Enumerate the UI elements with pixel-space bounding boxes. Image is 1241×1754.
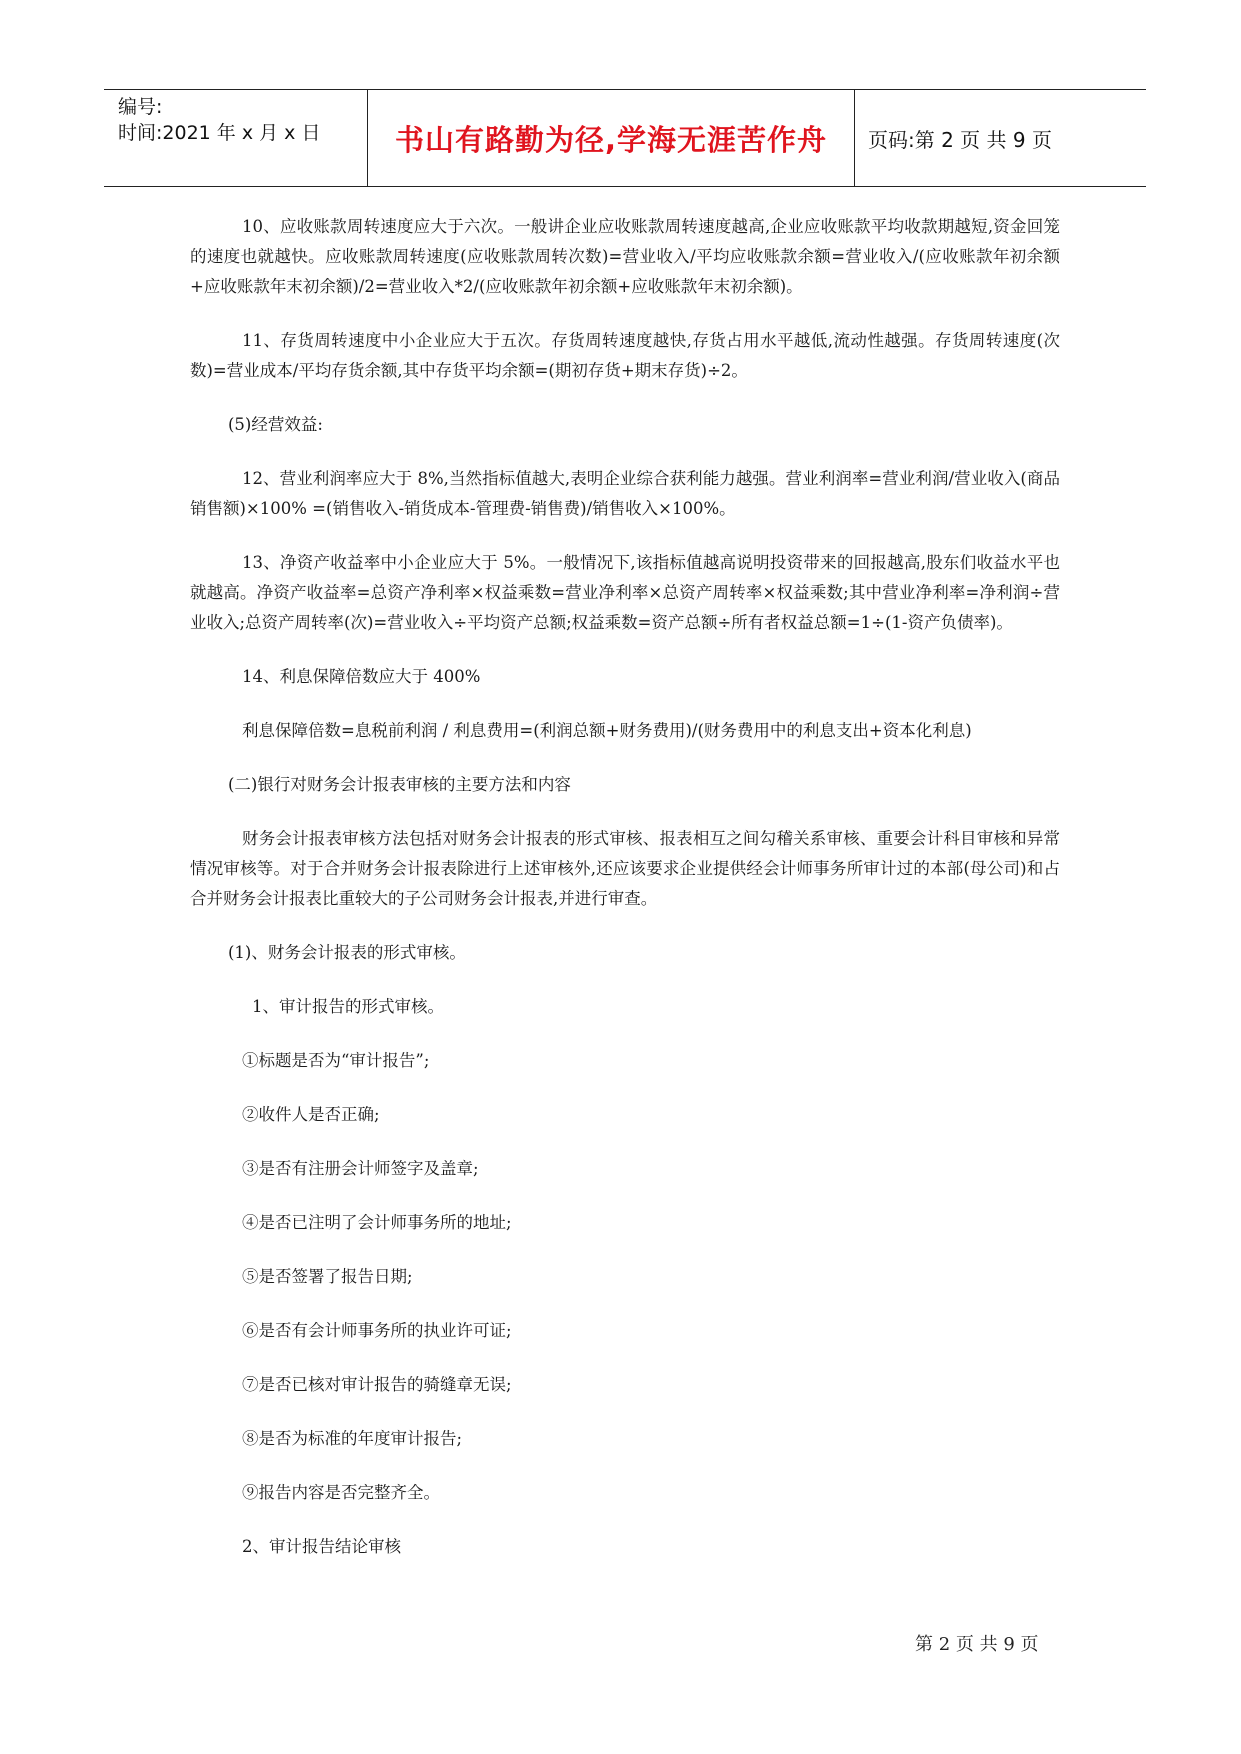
number-label: 编号: (118, 96, 163, 118)
check-item-2: ②收件人是否正确; (242, 1105, 380, 1124)
page-footer: 第 2 页 共 9 页 (915, 1634, 1039, 1655)
section-heading-5: (5)经营效益: (228, 415, 323, 434)
paragraph-14: 14、利息保障倍数应大于 400% (242, 667, 481, 686)
paragraph-10: 10、应收账款周转速度应大于六次。一般讲企业应收账款周转速度越高,企业应收账款平均收款期越短,资金回笼的速度也就越快。应收账款周转速度(应收账款周转次数)=营业收入/平均应收账款余额=营业收入/(应收账款年初余额+应收账款年末初余额)/2=营业收入*2/(应收账款年初余额+应收账款年末初余额)。 (190, 217, 1060, 296)
section-heading-1: (1)、财务会计报表的形式审核。 (228, 943, 466, 962)
paragraph-11: 11、存货周转速度中小企业应大于五次。存货周转速度越快,存货占用水平越低,流动性越强。存货周转速度(次数)=营业成本/平均存货余额,其中存货平均余额=(期初存货+期末存货)÷2。 (190, 331, 1060, 380)
check-item-5: ⑤是否签署了报告日期; (242, 1267, 413, 1286)
motto: 书山有路勤为径,学海无涯苦作舟 (394, 122, 828, 157)
subheading-1: 1、审计报告的形式审核。 (252, 997, 444, 1016)
paragraph-12: 12、营业利润率应大于 8%,当然指标值越大,表明企业综合获利能力越强。营业利润率=营业利润/营业收入(商品销售额)×100% =(销售收入-销货成本-管理费-销售费)/销售收入×100%。 (190, 469, 1060, 518)
check-item-7: ⑦是否已核对审计报告的骑缝章无误; (242, 1375, 512, 1394)
paragraph-audit-methods: 财务会计报表审核方法包括对财务会计报表的形式审核、报表相互之间勾稽关系审核、重要会计科目审核和异常情况审核等。对于合并财务会计报表除进行上述审核外,还应该要求企业提供经会计师事务所审计过的本部(母公司)和占合并财务会计报表比重较大的子公司财务会计报表,并进行审查。 (190, 829, 1060, 908)
subheading-2: 2、审计报告结论审核 (242, 1537, 401, 1556)
header-page-code: 页码:第 2 页 共 9 页 (868, 127, 1052, 152)
page-header (104, 89, 1146, 187)
paragraph-14-formula: 利息保障倍数=息税前利润 / 利息费用=(利润总额+财务费用)/(财务费用中的利息支出+资本化利息) (242, 721, 972, 740)
section-heading-2: (二)银行对财务会计报表审核的主要方法和内容 (228, 775, 571, 794)
header-left-cell (104, 90, 368, 186)
document-body (190, 212, 1060, 1562)
paragraph-13: 13、净资产收益率中小企业应大于 5%。一般情况下,该指标值越高说明投资带来的回报越高,股东们收益水平也就越高。净资产收益率=总资产净利率×权益乘数=营业净利率×总资产周转率×权益乘数;其中营业净利率=净利润÷营业收入;总资产周转率(次)=营业收入÷平均资产总额;权益乘数=资产总额÷所有者权益总额=1÷(1-资产负债率)。 (190, 553, 1060, 632)
header-motto-cell (368, 90, 855, 186)
check-item-4: ④是否已注明了会计师事务所的地址; (242, 1213, 512, 1232)
check-item-6: ⑥是否有会计师事务所的执业许可证; (242, 1321, 512, 1340)
check-item-8: ⑧是否为标准的年度审计报告; (242, 1429, 463, 1448)
check-item-1: ①标题是否为“审计报告”; (242, 1051, 430, 1070)
header-right-cell (856, 90, 1146, 186)
check-item-3: ③是否有注册会计师签字及盖章; (242, 1159, 479, 1178)
check-item-9: ⑨报告内容是否完整齐全。 (242, 1483, 440, 1502)
time-label: 时间:2021 年 x 月 x 日 (118, 122, 321, 144)
